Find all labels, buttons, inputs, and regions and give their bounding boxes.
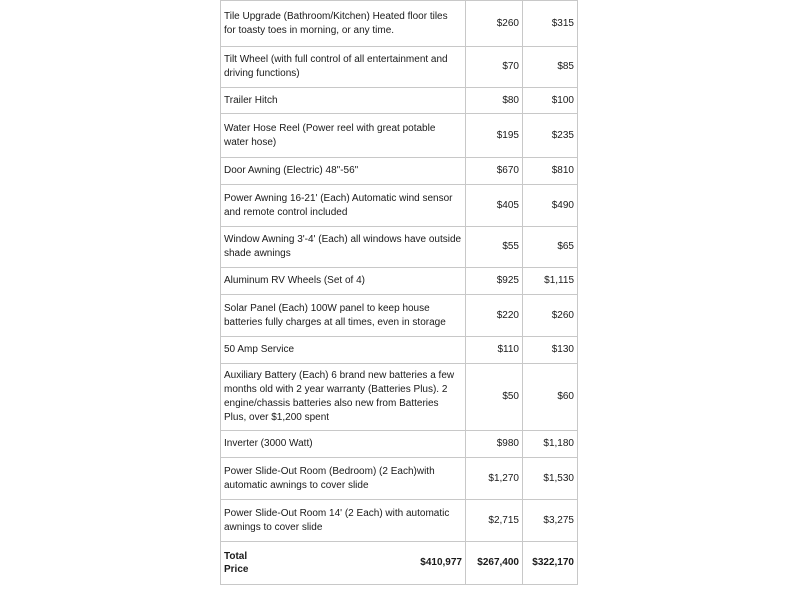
row-price-b: $260 [523, 295, 578, 337]
row-price-b: $3,275 [523, 500, 578, 542]
row-price-a: $195 [466, 114, 523, 158]
table-row [221, 47, 578, 88]
row-description: Inverter (3000 Watt) [221, 431, 466, 458]
row-price-a: $260 [466, 1, 523, 47]
row-price-b: $315 [523, 1, 578, 47]
row-description: Power Slide-Out Room 14' (2 Each) with automatic awnings to cover slide [221, 500, 466, 542]
row-price-a: $55 [466, 227, 523, 268]
row-price-b: $1,530 [523, 458, 578, 500]
row-price-a: $80 [466, 88, 523, 114]
row-price-a: $220 [466, 295, 523, 337]
row-price-b: $1,180 [523, 431, 578, 458]
row-price-a: $405 [466, 185, 523, 227]
row-price-b: $490 [523, 185, 578, 227]
table-row [221, 364, 578, 431]
row-price-b: $1,115 [523, 268, 578, 295]
row-price-a: $50 [466, 364, 523, 431]
row-price-a: $110 [466, 337, 523, 364]
row-description: Aluminum RV Wheels (Set of 4) [221, 268, 466, 295]
row-price-b: $65 [523, 227, 578, 268]
total-price-a: $267,400 [466, 542, 523, 585]
table-row [221, 185, 578, 227]
row-price-a: $670 [466, 158, 523, 185]
row-price-a: $980 [466, 431, 523, 458]
table-row [221, 1, 578, 47]
price-table-page [220, 0, 578, 600]
row-price-b: $130 [523, 337, 578, 364]
row-price-b: $60 [523, 364, 578, 431]
total-label: Total Price [224, 551, 249, 575]
table-row [221, 337, 578, 364]
row-description: Power Slide-Out Room (Bedroom) (2 Each)with automatic awnings to cover slide [221, 458, 466, 500]
table-row [221, 88, 578, 114]
table-row [221, 500, 578, 542]
row-price-a: $1,270 [466, 458, 523, 500]
row-price-b: $810 [523, 158, 578, 185]
total-price-b: $322,170 [523, 542, 578, 585]
row-price-b: $235 [523, 114, 578, 158]
row-description: Power Awning 16-21' (Each) Automatic wind sensor and remote control included [221, 185, 466, 227]
row-description: Solar Panel (Each) 100W panel to keep house batteries fully charges at all times, even in storage [221, 295, 466, 337]
row-description: Tile Upgrade (Bathroom/Kitchen) Heated floor tiles for toasty toes in morning, or any time. [221, 1, 466, 47]
row-description: 50 Amp Service [221, 337, 466, 364]
table-row [221, 458, 578, 500]
options-price-table [220, 0, 578, 585]
table-row [221, 114, 578, 158]
row-description: Auxiliary Battery (Each) 6 brand new batteries a few months old with 2 year warranty (Batteries Plus). 2 engine/chassis batteries also new from Batteries Plus, over $1,200 spent [221, 364, 466, 431]
row-price-a: $925 [466, 268, 523, 295]
row-description: Window Awning 3'-4' (Each) all windows have outside shade awnings [221, 227, 466, 268]
total-cell [221, 542, 466, 585]
table-row [221, 268, 578, 295]
row-price-a: $2,715 [466, 500, 523, 542]
table-row [221, 158, 578, 185]
row-price-b: $85 [523, 47, 578, 88]
total-row [221, 542, 578, 585]
table-row [221, 431, 578, 458]
row-description: Trailer Hitch [221, 88, 466, 114]
row-description: Door Awning (Electric) 48"-56" [221, 158, 466, 185]
row-price-a: $70 [466, 47, 523, 88]
table-row [221, 295, 578, 337]
row-price-b: $100 [523, 88, 578, 114]
row-description: Tilt Wheel (with full control of all entertainment and driving functions) [221, 47, 466, 88]
row-description: Water Hose Reel (Power reel with great potable water hose) [221, 114, 466, 158]
table-row [221, 227, 578, 268]
total-value: $410,977 [420, 557, 462, 568]
